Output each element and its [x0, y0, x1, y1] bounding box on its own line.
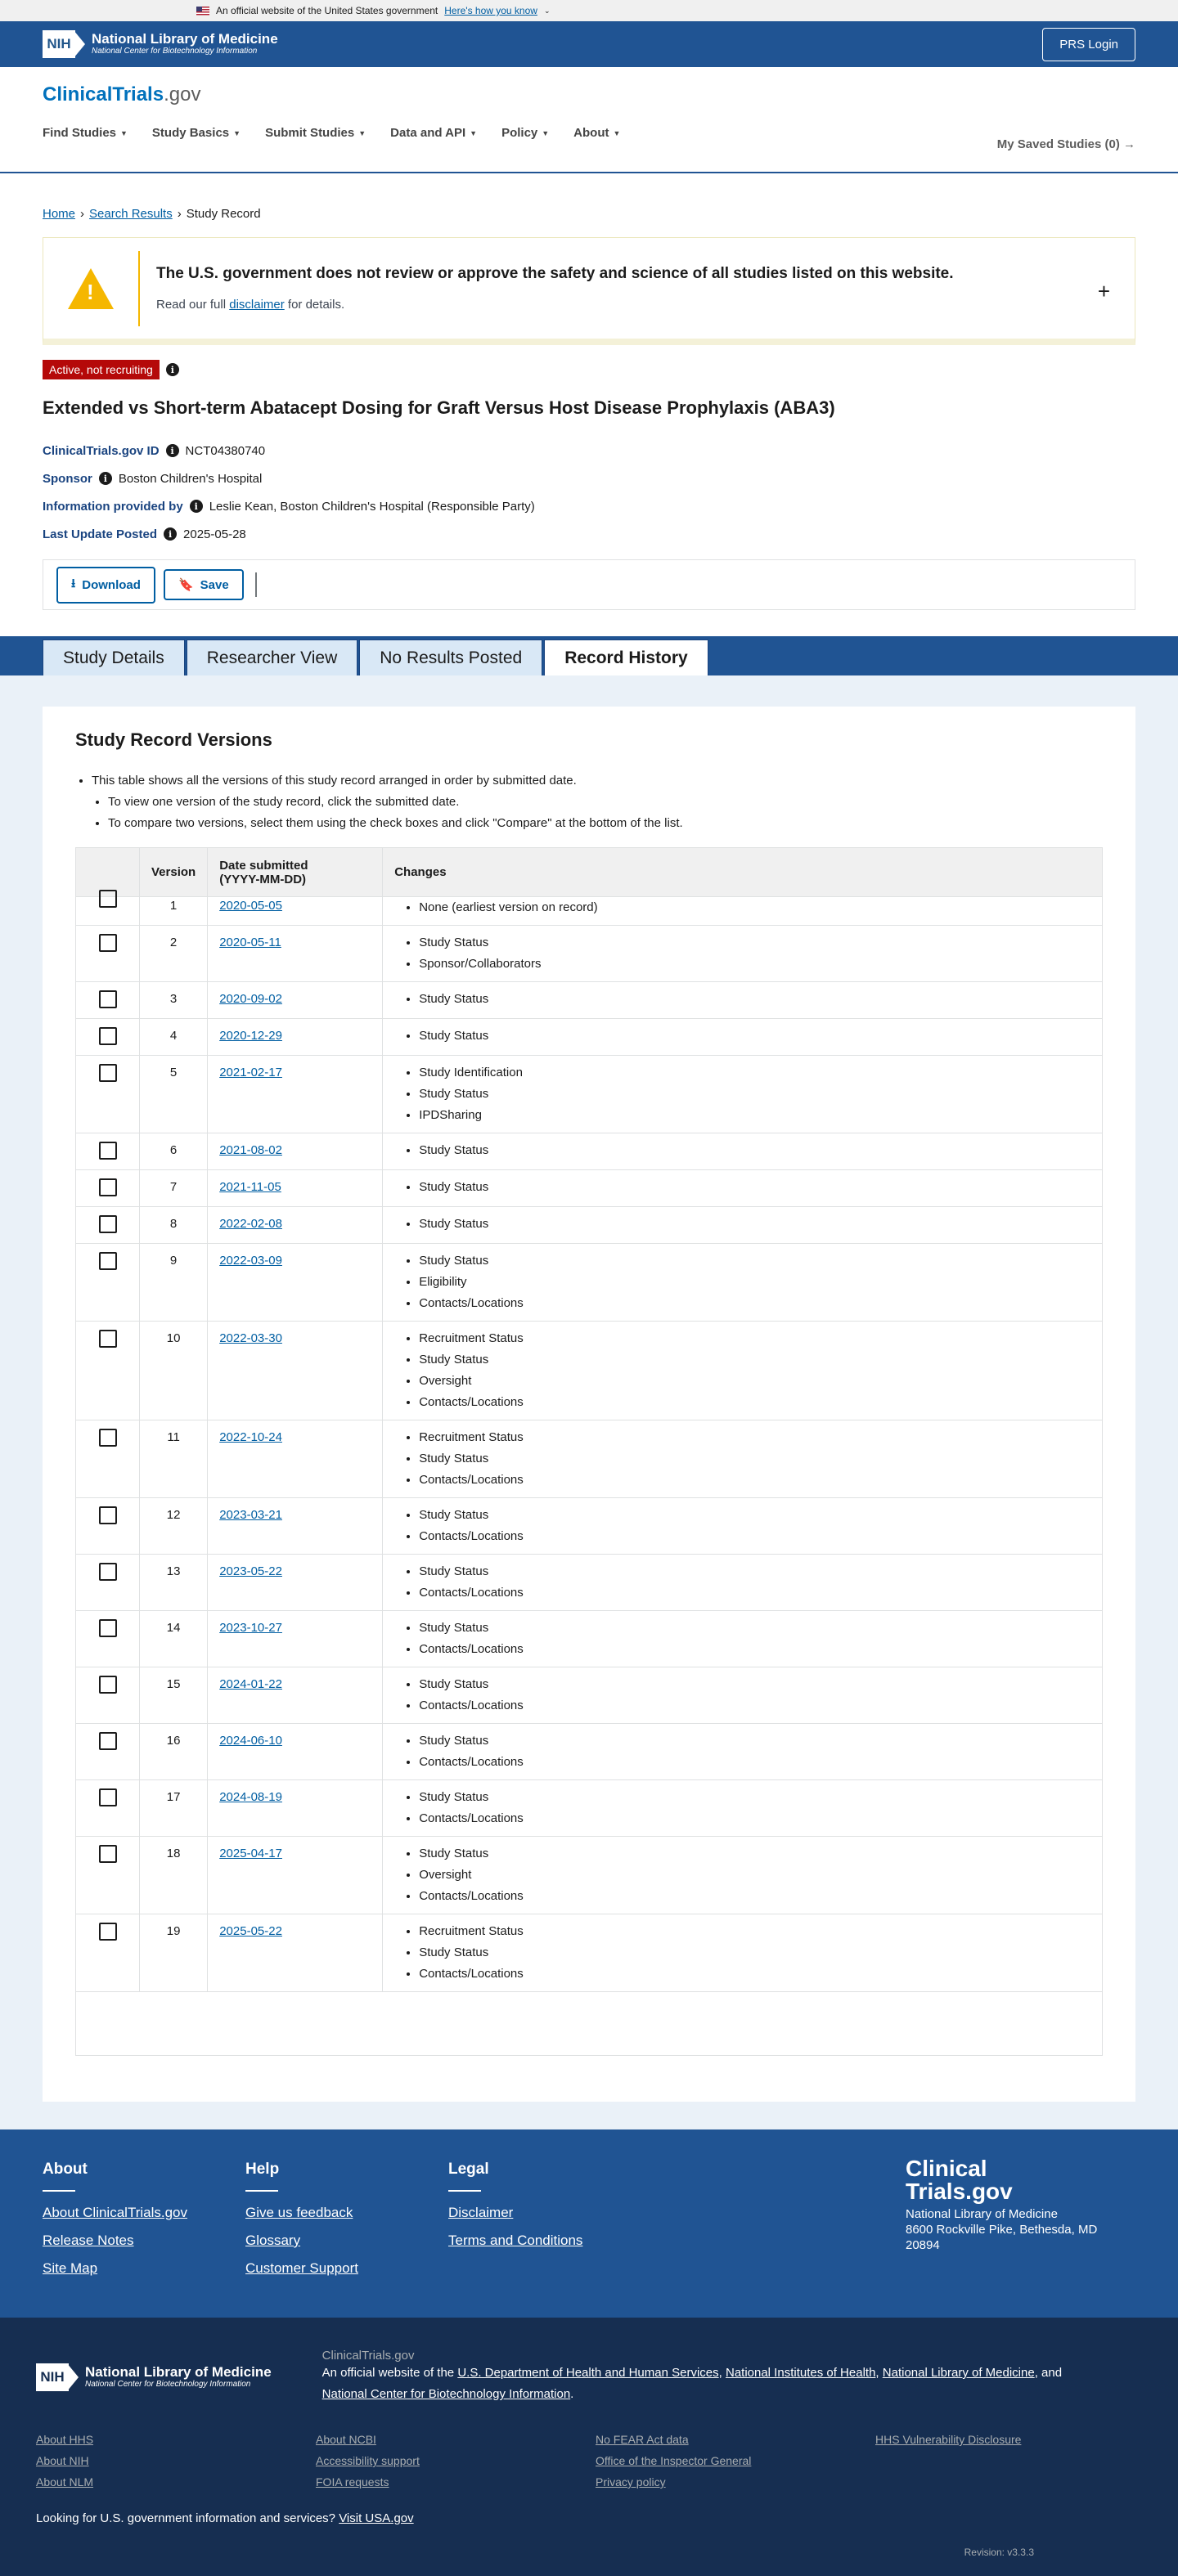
- version-date-link[interactable]: 2021-11-05: [219, 1180, 281, 1194]
- table-row: [76, 1724, 1103, 1780]
- footer-link[interactable]: About NIH: [36, 2454, 89, 2467]
- chevron-down-icon: ⌄: [543, 6, 551, 15]
- chevron-down-icon: ▼: [120, 128, 128, 137]
- meta-label: Information provided by: [43, 499, 183, 514]
- version-changes: [383, 1056, 1103, 1133]
- version-date-link[interactable]: 2022-03-09: [219, 1254, 282, 1268]
- version-number: 17: [140, 1780, 208, 1837]
- version-checkbox[interactable]: [99, 934, 117, 952]
- version-number: 8: [140, 1207, 208, 1244]
- main-nav: [43, 126, 1135, 140]
- version-checkbox[interactable]: [99, 1788, 117, 1806]
- version-number: 15: [140, 1667, 208, 1724]
- change-item: • Eligibility: [419, 1272, 1090, 1293]
- footer-link[interactable]: Customer Support: [245, 2260, 358, 2276]
- version-checkbox[interactable]: [99, 1178, 117, 1196]
- footer-link[interactable]: About ClinicalTrials.gov: [43, 2205, 187, 2220]
- nlm-footer-links: [36, 2433, 1142, 2488]
- my-saved-studies-link[interactable]: My Saved Studies (0) →: [996, 137, 1135, 151]
- breadcrumb-search-results[interactable]: Search Results: [89, 206, 173, 221]
- table-row: [76, 1498, 1103, 1555]
- change-item: • Study Status: [419, 1561, 1090, 1582]
- change-item: • Recruitment Status: [419, 1921, 1090, 1942]
- change-item: • Study Status: [419, 1787, 1090, 1808]
- breadcrumb-home[interactable]: Home: [43, 206, 76, 221]
- version-changes: [383, 1207, 1103, 1244]
- change-item: • Recruitment Status: [419, 1427, 1090, 1448]
- version-changes: [383, 1170, 1103, 1207]
- meta-value: Leslie Kean, Boston Children's Hospital (Responsible Party): [209, 499, 535, 514]
- change-item: • Study Status: [419, 932, 1090, 954]
- info-icon[interactable]: i: [166, 363, 179, 376]
- version-date-link[interactable]: 2020-05-11: [219, 936, 281, 949]
- version-checkbox[interactable]: [99, 990, 117, 1008]
- study-title: Extended vs Short-term Abatacept Dosing for Graft Versus Host Disease Prophylaxis (ABA3): [43, 397, 835, 418]
- ct-logo[interactable]: ClinicalTrials.gov: [43, 83, 201, 105]
- version-checkbox[interactable]: [99, 1563, 117, 1581]
- version-date-link[interactable]: 2022-03-30: [219, 1331, 282, 1345]
- change-item: • Study Status: [419, 1674, 1090, 1695]
- change-item: • Study Status: [419, 1730, 1090, 1752]
- ncbi-link[interactable]: National Center for Biotechnology Information: [321, 2387, 571, 2401]
- version-changes: [383, 1667, 1103, 1724]
- meta-value: Boston Children's Hospital: [118, 471, 263, 486]
- version-checkbox[interactable]: [99, 1732, 117, 1750]
- change-item: • Contacts/Locations: [419, 1752, 1090, 1773]
- table-row: [76, 1667, 1103, 1724]
- version-changes: [383, 1555, 1103, 1611]
- version-changes: [383, 1724, 1103, 1780]
- col-changes: Changes: [383, 848, 1103, 897]
- study-meta: [43, 437, 1135, 548]
- change-item: • Study Status: [419, 989, 1090, 1010]
- meta-value: NCT04380740: [185, 443, 266, 458]
- version-date-link[interactable]: 2024-08-19: [219, 1790, 282, 1804]
- change-item: • Study Status: [419, 1140, 1090, 1161]
- footer-link[interactable]: Terms and Conditions: [448, 2233, 583, 2248]
- change-item: • Study Status: [419, 1942, 1090, 1963]
- version-changes: [383, 897, 1103, 926]
- version-date-link[interactable]: 2025-04-17: [219, 1847, 282, 1860]
- change-item: • Contacts/Locations: [419, 1886, 1090, 1907]
- version-number: 5: [140, 1056, 208, 1133]
- meta-label: Last Update Posted: [43, 527, 158, 541]
- versions-panel: [43, 707, 1135, 2102]
- meta-value: 2025-05-28: [183, 527, 246, 541]
- table-row: [76, 1322, 1103, 1420]
- table-row: [76, 1056, 1103, 1133]
- us-flag-icon: [196, 7, 209, 16]
- footer-link[interactable]: About NCBI: [316, 2433, 376, 2446]
- change-item: • Study Status: [419, 1177, 1090, 1198]
- version-checkbox[interactable]: [99, 1676, 117, 1694]
- version-checkbox[interactable]: [99, 890, 117, 908]
- chevron-down-icon: ▼: [358, 128, 366, 137]
- heres-how-you-know-link[interactable]: Here's how you know: [444, 5, 537, 16]
- version-checkbox[interactable]: [99, 1215, 117, 1233]
- change-item: • Study Status: [419, 1618, 1090, 1639]
- arrow-right-icon: →: [1123, 137, 1135, 151]
- change-item: • Study Status: [419, 1843, 1090, 1865]
- ncbi-subtitle: National Center for Biotechnology Information: [92, 47, 258, 56]
- info-icon[interactable]: i: [166, 444, 179, 457]
- version-number: 18: [140, 1837, 208, 1914]
- version-number: 19: [140, 1914, 208, 1992]
- tab-record-history[interactable]: Record History: [544, 640, 708, 675]
- download-button[interactable]: ⭳ Download: [56, 567, 155, 604]
- version-number: 3: [140, 982, 208, 1019]
- version-checkbox[interactable]: [99, 1845, 117, 1863]
- nih-link[interactable]: National Institutes of Health: [725, 2366, 876, 2380]
- download-icon: ⭳: [71, 576, 76, 590]
- version-checkbox[interactable]: [99, 1506, 117, 1524]
- table-row: [76, 1207, 1103, 1244]
- version-checkbox[interactable]: [99, 1923, 117, 1941]
- chevron-down-icon: ▼: [542, 128, 550, 137]
- nlm-title: National Library of Medicine: [92, 31, 278, 47]
- version-changes: [383, 926, 1103, 982]
- change-item: • Oversight: [419, 1371, 1090, 1392]
- change-item: • Contacts/Locations: [419, 1582, 1090, 1604]
- footer-help: Help Give us feedback Glossary Customer Support: [245, 2161, 448, 2288]
- version-number: 6: [140, 1133, 208, 1170]
- change-item: • Study Identification: [419, 1062, 1090, 1084]
- col-date-submitted: Date submitted (YYYY-MM-DD): [208, 848, 383, 897]
- version-number: 1: [140, 897, 208, 926]
- version-checkbox[interactable]: [99, 1252, 117, 1270]
- site-footer: [0, 2129, 1178, 2318]
- change-item: • Study Status: [419, 1349, 1090, 1371]
- nih-header: [0, 21, 1178, 67]
- nav-study-basics[interactable]: Study Basics ▼: [151, 126, 241, 140]
- footer-link[interactable]: Site Map: [43, 2260, 98, 2276]
- table-row: [76, 1133, 1103, 1170]
- nav-find-studies[interactable]: Find Studies ▼: [43, 126, 128, 140]
- nlm-footer: NIH National Library of Medicine National Center for Biotechnology Information ClinicalTrials.gov An official website of the U.S. Department of Health and Human Services, National Institutes of Health, National Library of Medicine, and National Center for Biotechnology Information. About HHS About NCBI No FEAR Act data HHS Vulnerability Disclosure About NIH Accessibility support Office of the Inspector General About NLM FOIA requests Privacy policy Looking for U.S. government information and services? Visit USA.gov Revision: v3.3.3: [0, 2318, 1178, 2576]
- change-item: • Study Status: [419, 1084, 1090, 1105]
- table-row: [76, 1420, 1103, 1498]
- change-item: • Study Status: [419, 1505, 1090, 1526]
- table-row: [76, 1170, 1103, 1207]
- change-item: • Contacts/Locations: [419, 1470, 1090, 1491]
- version-checkbox[interactable]: [99, 1330, 117, 1348]
- footer-link[interactable]: Privacy policy: [596, 2475, 666, 2488]
- meta-label: Sponsor: [43, 471, 92, 486]
- version-changes: [383, 1611, 1103, 1667]
- version-checkbox[interactable]: [99, 1064, 117, 1082]
- version-number: 14: [140, 1611, 208, 1667]
- version-date-link[interactable]: 2023-05-22: [219, 1564, 282, 1578]
- meta-label: ClinicalTrials.gov ID: [43, 443, 160, 458]
- version-number: 2: [140, 926, 208, 982]
- version-date-link[interactable]: 2020-05-05: [219, 899, 282, 913]
- version-changes: [383, 1420, 1103, 1498]
- version-changes: [383, 1498, 1103, 1555]
- table-row: [76, 1837, 1103, 1914]
- footer-link[interactable]: Give us feedback: [245, 2205, 353, 2220]
- change-item: • None (earliest version on record): [419, 897, 1090, 918]
- version-changes: [383, 1019, 1103, 1056]
- change-item: • Contacts/Locations: [419, 1639, 1090, 1660]
- table-row: [76, 1914, 1103, 1992]
- version-date-link[interactable]: 2022-10-24: [219, 1430, 282, 1444]
- footer-about: About About ClinicalTrials.gov Release Notes Site Map: [43, 2161, 245, 2288]
- change-item: • Study Status: [419, 1214, 1090, 1235]
- change-item: • Oversight: [419, 1865, 1090, 1886]
- breadcrumb-current: Study Record: [186, 206, 261, 221]
- nlm-link[interactable]: National Library of Medicine: [882, 2366, 1035, 2380]
- version-date-link[interactable]: 2020-09-02: [219, 992, 282, 1006]
- version-changes: [383, 1780, 1103, 1837]
- version-checkbox[interactable]: [99, 1619, 117, 1637]
- nih-logo-mark: NIH: [36, 2363, 80, 2391]
- versions-table: [75, 847, 1103, 1992]
- expand-plus-icon[interactable]: +: [1097, 279, 1110, 303]
- footer-link[interactable]: Accessibility support: [316, 2454, 420, 2467]
- version-date-link[interactable]: 2023-10-27: [219, 1621, 282, 1635]
- change-item: • Contacts/Locations: [419, 1293, 1090, 1314]
- chevron-right-icon: ›: [177, 206, 182, 221]
- nih-logo-mark: NIH: [43, 30, 87, 58]
- footer-link[interactable]: FOIA requests: [316, 2475, 389, 2488]
- version-number: 16: [140, 1724, 208, 1780]
- table-row: [76, 897, 1103, 926]
- versions-heading: Study Record Versions: [75, 729, 272, 750]
- table-row: [76, 982, 1103, 1019]
- nav-submit-studies[interactable]: Submit Studies ▼: [265, 126, 366, 140]
- version-date-link[interactable]: 2023-03-21: [219, 1508, 282, 1522]
- version-changes: [383, 1322, 1103, 1420]
- nav-policy[interactable]: Policy ▼: [501, 126, 550, 140]
- table-footer: [75, 1992, 1103, 2056]
- version-date-link[interactable]: 2025-05-22: [219, 1924, 282, 1938]
- footer-link[interactable]: About NLM: [36, 2475, 94, 2488]
- change-item: • IPDSharing: [419, 1105, 1090, 1126]
- version-number: 11: [140, 1420, 208, 1498]
- footer-legal: Legal Disclaimer Terms and Conditions: [448, 2161, 651, 2288]
- table-row: [76, 1611, 1103, 1667]
- tab-study-details[interactable]: Study Details: [43, 640, 185, 675]
- tab-no-results-posted[interactable]: No Results Posted: [359, 640, 542, 675]
- change-item: • Contacts/Locations: [419, 1695, 1090, 1717]
- change-item: • Contacts/Locations: [419, 1392, 1090, 1413]
- version-checkbox[interactable]: [99, 1027, 117, 1045]
- action-bar: [43, 559, 1135, 610]
- version-number: 13: [140, 1555, 208, 1611]
- info-icon[interactable]: i: [190, 500, 203, 513]
- change-item: • Study Status: [419, 1025, 1090, 1047]
- table-row: [76, 1780, 1103, 1837]
- version-changes: [383, 1837, 1103, 1914]
- table-row: [76, 926, 1103, 982]
- version-number: 4: [140, 1019, 208, 1056]
- nlm-footer-logo[interactable]: NIH National Library of Medicine National Center for Biotechnology Information: [36, 2349, 272, 2405]
- chevron-down-icon: ▼: [233, 128, 241, 137]
- footer-brand: Clinical Trials.gov National Library of Medicine 8600 Rockville Pike, Bethesda, MD 20894: [906, 2156, 1098, 2252]
- version-changes: [383, 1914, 1103, 1992]
- footer-link[interactable]: HHS Vulnerability Disclosure: [875, 2433, 1022, 2446]
- version-checkbox[interactable]: [99, 1142, 117, 1160]
- info-icon[interactable]: i: [99, 472, 112, 485]
- chevron-right-icon: ›: [80, 206, 85, 221]
- save-button[interactable]: 🔖 Save: [164, 569, 244, 600]
- change-item: • Study Status: [419, 1448, 1090, 1470]
- change-item: • Contacts/Locations: [419, 1808, 1090, 1829]
- tab-researcher-view[interactable]: Researcher View: [187, 640, 358, 675]
- footer-link[interactable]: Office of the Inspector General: [596, 2454, 752, 2467]
- bookmark-icon: 🔖: [178, 578, 194, 592]
- chevron-down-icon: ▼: [470, 128, 478, 137]
- study-tabs: [0, 636, 1178, 675]
- table-row: [76, 1555, 1103, 1611]
- disclaimer-link[interactable]: disclaimer: [229, 298, 285, 312]
- versions-intro: • This table shows all the versions of this study record arranged in order by submitted date. • To view one version of the study record, click the submitted date. • To compare two versions, select them using the check boxes and click "Compare" at the bottom of the list.: [75, 770, 1103, 834]
- version-date-link[interactable]: 2020-12-29: [219, 1029, 282, 1043]
- record-history-section: [0, 675, 1178, 2129]
- version-changes: [383, 1133, 1103, 1170]
- footer-link[interactable]: Release Notes: [43, 2233, 134, 2248]
- version-number: 7: [140, 1170, 208, 1207]
- study-header: [0, 345, 1178, 548]
- ct-header: [0, 67, 1178, 173]
- chevron-down-icon: ▼: [613, 128, 621, 137]
- warning-icon: !: [68, 268, 114, 309]
- revision-text: Revision: v3.3.3: [964, 2547, 1034, 2558]
- version-checkbox[interactable]: [99, 1429, 117, 1447]
- version-date-link[interactable]: 2021-08-02: [219, 1143, 282, 1157]
- divider: [255, 572, 257, 597]
- change-item: • Sponsor/Collaborators: [419, 954, 1090, 975]
- change-item: • Contacts/Locations: [419, 1963, 1090, 1985]
- versions-table-body: [76, 897, 1103, 1992]
- gov-banner: [0, 0, 1178, 21]
- usa-gov-link[interactable]: Visit USA.gov: [339, 2511, 414, 2525]
- nlm-logo[interactable]: [43, 30, 278, 58]
- gov-banner-text: An official website of the United States government: [216, 5, 438, 16]
- version-date-link[interactable]: 2024-06-10: [219, 1734, 282, 1748]
- breadcrumb: [0, 173, 1178, 237]
- col-version: Version: [140, 848, 208, 897]
- status-badge: Active, not recruiting: [43, 360, 160, 379]
- nav-data-and-api[interactable]: Data and API ▼: [390, 126, 478, 140]
- footer-link[interactable]: Glossary: [245, 2233, 301, 2248]
- info-icon[interactable]: i: [164, 527, 177, 541]
- footer-link[interactable]: Disclaimer: [448, 2205, 514, 2220]
- version-number: 10: [140, 1322, 208, 1420]
- version-date-link[interactable]: 2022-02-08: [219, 1217, 282, 1231]
- version-date-link[interactable]: 2021-02-17: [219, 1066, 282, 1079]
- version-date-link[interactable]: 2024-01-22: [219, 1677, 282, 1691]
- version-changes: [383, 1244, 1103, 1322]
- hhs-link[interactable]: U.S. Department of Health and Human Services: [457, 2366, 719, 2380]
- prs-login-button[interactable]: PRS Login: [1042, 28, 1135, 61]
- nav-about[interactable]: About ▼: [573, 126, 621, 140]
- change-item: • Study Status: [419, 1250, 1090, 1272]
- table-row: [76, 1019, 1103, 1056]
- footer-link[interactable]: No FEAR Act data: [596, 2433, 689, 2446]
- disclaimer-alert: ! The U.S. government does not review or approve the safety and science of all studies listed on this website. Read our full disclaimer for details. +: [43, 237, 1135, 345]
- footer-link[interactable]: About HHS: [36, 2433, 94, 2446]
- version-number: 12: [140, 1498, 208, 1555]
- version-number: 9: [140, 1244, 208, 1322]
- table-row: [76, 1244, 1103, 1322]
- disclaimer-title: The U.S. government does not review or approve the safety and science of all studies listed on this website.: [156, 265, 954, 282]
- change-item: • Contacts/Locations: [419, 1526, 1090, 1547]
- change-item: • Recruitment Status: [419, 1328, 1090, 1349]
- version-changes: [383, 982, 1103, 1019]
